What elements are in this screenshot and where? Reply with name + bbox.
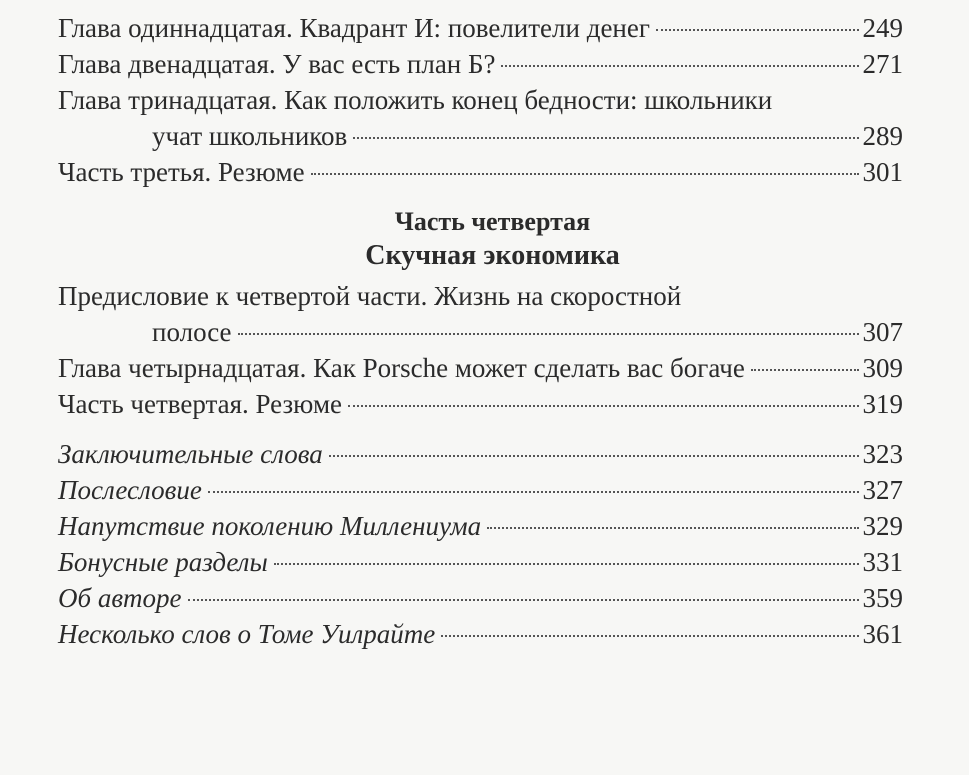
toc-entry-page: 323 (862, 439, 903, 469)
toc-entry-title-cont: учат школьников (152, 121, 348, 151)
toc-entry-continuation (58, 314, 903, 350)
toc-entry-title: Глава одиннадцатая. Квадрант И: повелители денег (58, 13, 650, 43)
toc-entry (58, 10, 903, 46)
toc-entry-title: Часть третья. Резюме (58, 157, 305, 187)
dot-leader (501, 65, 858, 67)
dot-leader (238, 333, 859, 335)
toc-entry (58, 278, 903, 350)
dot-leader (353, 137, 858, 139)
toc-entry-title: Послесловие (58, 475, 202, 505)
dot-leader (329, 455, 859, 457)
toc-entry-title: Глава тринадцатая. Как положить конец бедности: школьники (58, 85, 773, 115)
toc-entry-title: Несколько слов о Томе Уилрайте (58, 619, 436, 649)
dot-leader (188, 599, 859, 601)
dot-leader (348, 405, 858, 407)
dot-leader (441, 635, 858, 637)
toc-entry (58, 46, 903, 82)
toc-entry-title: Бонусные разделы (58, 547, 268, 577)
toc-entry-continuation (58, 118, 903, 154)
toc-entry (58, 472, 903, 508)
dot-leader (656, 29, 859, 31)
toc-entry (58, 154, 903, 190)
toc-entry-page: 289 (862, 121, 903, 151)
toc-entry-page: 329 (862, 511, 903, 541)
dot-leader (751, 369, 859, 371)
toc-entry-page: 319 (862, 389, 903, 419)
section-heading: Часть четвертая (394, 207, 591, 236)
dot-leader (487, 527, 858, 529)
toc-entry-title: Глава двенадцатая. У вас есть план Б? (58, 49, 496, 79)
toc-entry-title-cont: полосе (152, 317, 232, 347)
dot-leader (274, 563, 859, 565)
toc-entry-page: 307 (862, 317, 903, 347)
toc-entry-page: 327 (862, 475, 903, 505)
toc-entry (58, 386, 903, 422)
toc-entry (58, 436, 903, 472)
toc-entry-page: 361 (862, 619, 903, 649)
toc-entry-page: 249 (862, 13, 903, 43)
toc-entry (58, 580, 903, 616)
toc-entry-title: Предисловие к четвертой части. Жизнь на скоростной (58, 281, 682, 311)
toc-entry-title: Напутствие поколению Миллениума (58, 511, 482, 541)
toc-entry (58, 82, 903, 154)
toc-entry-page: 309 (862, 353, 903, 383)
toc-entry-page: 331 (862, 547, 903, 577)
dot-leader (208, 491, 859, 493)
toc-entry-title: Часть четвертая. Резюме (58, 389, 343, 419)
toc-entry (58, 350, 903, 386)
toc-entry-title: Заключительные слова (58, 439, 323, 469)
toc-entry-page: 301 (862, 157, 903, 187)
section-gap (58, 422, 903, 436)
toc-entry (58, 508, 903, 544)
toc-entry (58, 544, 903, 580)
toc-entry (58, 616, 903, 652)
dot-leader (311, 173, 859, 175)
toc-entry-page: 359 (862, 583, 903, 613)
section-subheading: Скучная экономика (365, 240, 620, 271)
toc-entry-title: Глава четырнадцатая. Как Porsche может сделать вас богаче (58, 353, 745, 383)
toc-entry-page: 271 (862, 49, 903, 79)
toc-entry-title: Об авторе (58, 583, 182, 613)
